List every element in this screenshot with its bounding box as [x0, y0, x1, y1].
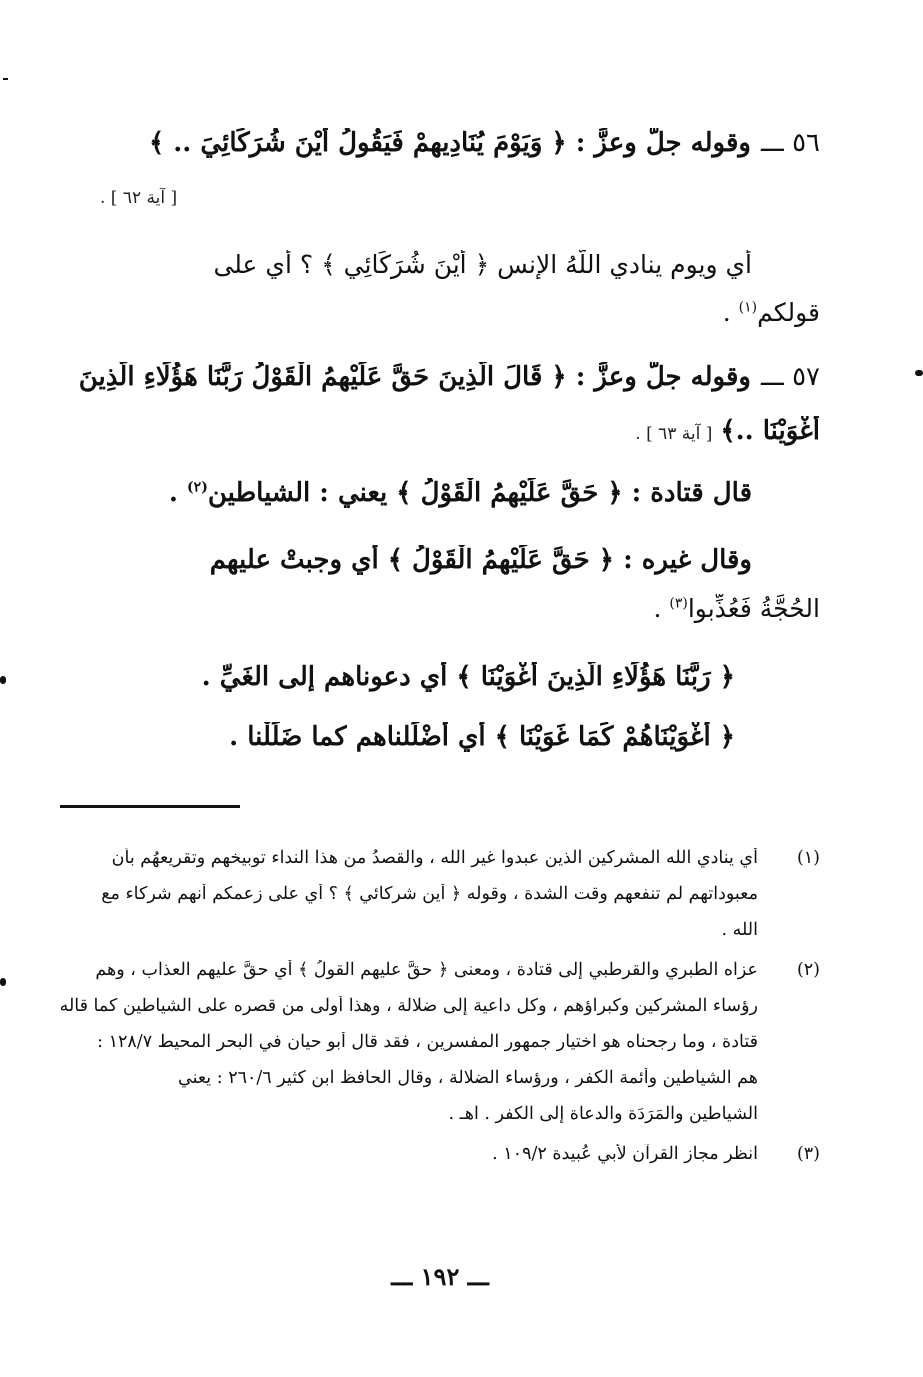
footnote-1-mark: (١)	[796, 848, 820, 868]
footnote-ref-1: (١)	[738, 299, 758, 316]
entry-57-text: وقوله جلّ وعزَّ : ﴿ قَالَ الَّذِينَ حَقَّ عَلَيْهِمُ الْقَوْلُ رَبَّنَا هَؤُلَاءِ الَّذِينَ	[78, 362, 751, 392]
entry-57-heading	[60, 362, 820, 392]
book-page	[60, 0, 820, 1377]
footnote-2-line: هم الشياطين وأئمة الكفر ، ورؤساء الضلالة ، وقال الحافظ ابن كثير ٢٦٠/٦ : يعني	[178, 1068, 758, 1088]
qatada-line: قال قتادة : ﴿ حَقَّ عَلَيْهِمُ الْقَوْلُ ﴾ يعني : الشياطين$^{(٢)}$ .	[168, 478, 752, 508]
other-line1: وقال غيره : ﴿ حَقَّ عَلَيْهِمُ الْقَوْلُ ﴾ أي وجبتْ عليهم	[209, 545, 752, 575]
footnote-separator	[60, 805, 240, 808]
other-line2: الحُجَّةُ فَعُذِّبوا$^{(٣)}$ .	[653, 594, 820, 623]
footnote-2-line: عزاه الطبري والقرطبي إلى قتادة ، ومعنى ﴿ حقَّ عليهم القولُ ﴾ أي حقَّ عليهم العذاب ، وهم	[95, 960, 758, 980]
edge-mark	[3, 78, 8, 80]
entry-57-number: ٥٧ ـــ	[760, 362, 820, 392]
entry-57-ref: [ آية ٦٣ ] .	[635, 424, 713, 444]
edge-mark	[915, 370, 923, 376]
footnote-1-line: أي ينادي الله المشركين الذين عبدوا غير الله ، والقصدُ من هذا النداء توبيخهم وتقريعهُم بأن	[111, 848, 758, 868]
footnote-1-line: الله .	[721, 920, 758, 940]
verse-a-line: ﴿ رَبَّنَا هَؤُلَاءِ الَّذِينَ أَغْوَيْنَا ﴾ أي دعوناهم إلى الغَيِّ .	[201, 662, 735, 692]
entry-56-heading	[60, 128, 820, 158]
entry-57-line2: أَغْوَيْنَا ..﴾ [ آية ٦٣ ] .	[635, 416, 820, 446]
footnote-3-line: انظر مجاز القرآن لأبي عُبيدة ١٠٩/٢ .	[492, 1144, 758, 1164]
entry-56-text: وقوله جلّ وعزَّ : ﴿ وَيَوْمَ يُنَادِيهِمْ فَيَقُولُ أَيْنَ شُرَكَائِيَ .. ﴾	[148, 128, 751, 158]
footnote-2-line: رؤساء المشركين وكبراؤهم ، وكل داعية إلى ضلالة ، وهذا أولى من قصره على الشياطين كما قاله	[60, 996, 758, 1016]
entry-56-comment-line1: أي ويوم ينادي اللّهُ الإنس ﴿ أَيْنَ شُرَكَائِي ﴾ ؟ أي على	[213, 250, 752, 279]
edge-mark	[0, 676, 6, 684]
verse-b-line: ﴿ أَغْوَيْنَاهُمْ كَمَا غَوَيْنَا ﴾ أي أَضْلَلناهم كما ضَلَلْنا .	[229, 722, 735, 752]
edge-mark	[0, 978, 6, 986]
footnote-ref-3: (٣)	[669, 595, 688, 612]
entry-56-number: ٥٦ ـــ	[760, 128, 820, 158]
page-number: ـــ ١٩٢ ـــ	[391, 1262, 489, 1291]
footnote-2-mark: (٢)	[796, 960, 820, 980]
footnote-ref-2: (٢)	[187, 479, 208, 496]
footnote-2-line: الشياطين والمَرَدَة والدعاة إلى الكفر . اهـ .	[448, 1104, 758, 1124]
entry-56-comment-line2: قولكم$^{(١)}$ .	[722, 298, 820, 327]
footnote-2-line: قتادة ، وما رجحناه هو اختيار جمهور المفسرين ، فقد قال أبو حيان في البحر المحيط ١٢٨/٧ :	[97, 1032, 758, 1052]
footnote-3-mark: (٣)	[796, 1144, 820, 1164]
footnote-1-line: معبوداتهم لم تنفعهم وقت الشدة ، وقوله ﴿ أين شركائي ﴾ ؟ أي على زعمكم أنهم شركاء مع	[101, 884, 758, 904]
entry-56-ref: [ آية ٦٢ ] .	[100, 188, 178, 208]
